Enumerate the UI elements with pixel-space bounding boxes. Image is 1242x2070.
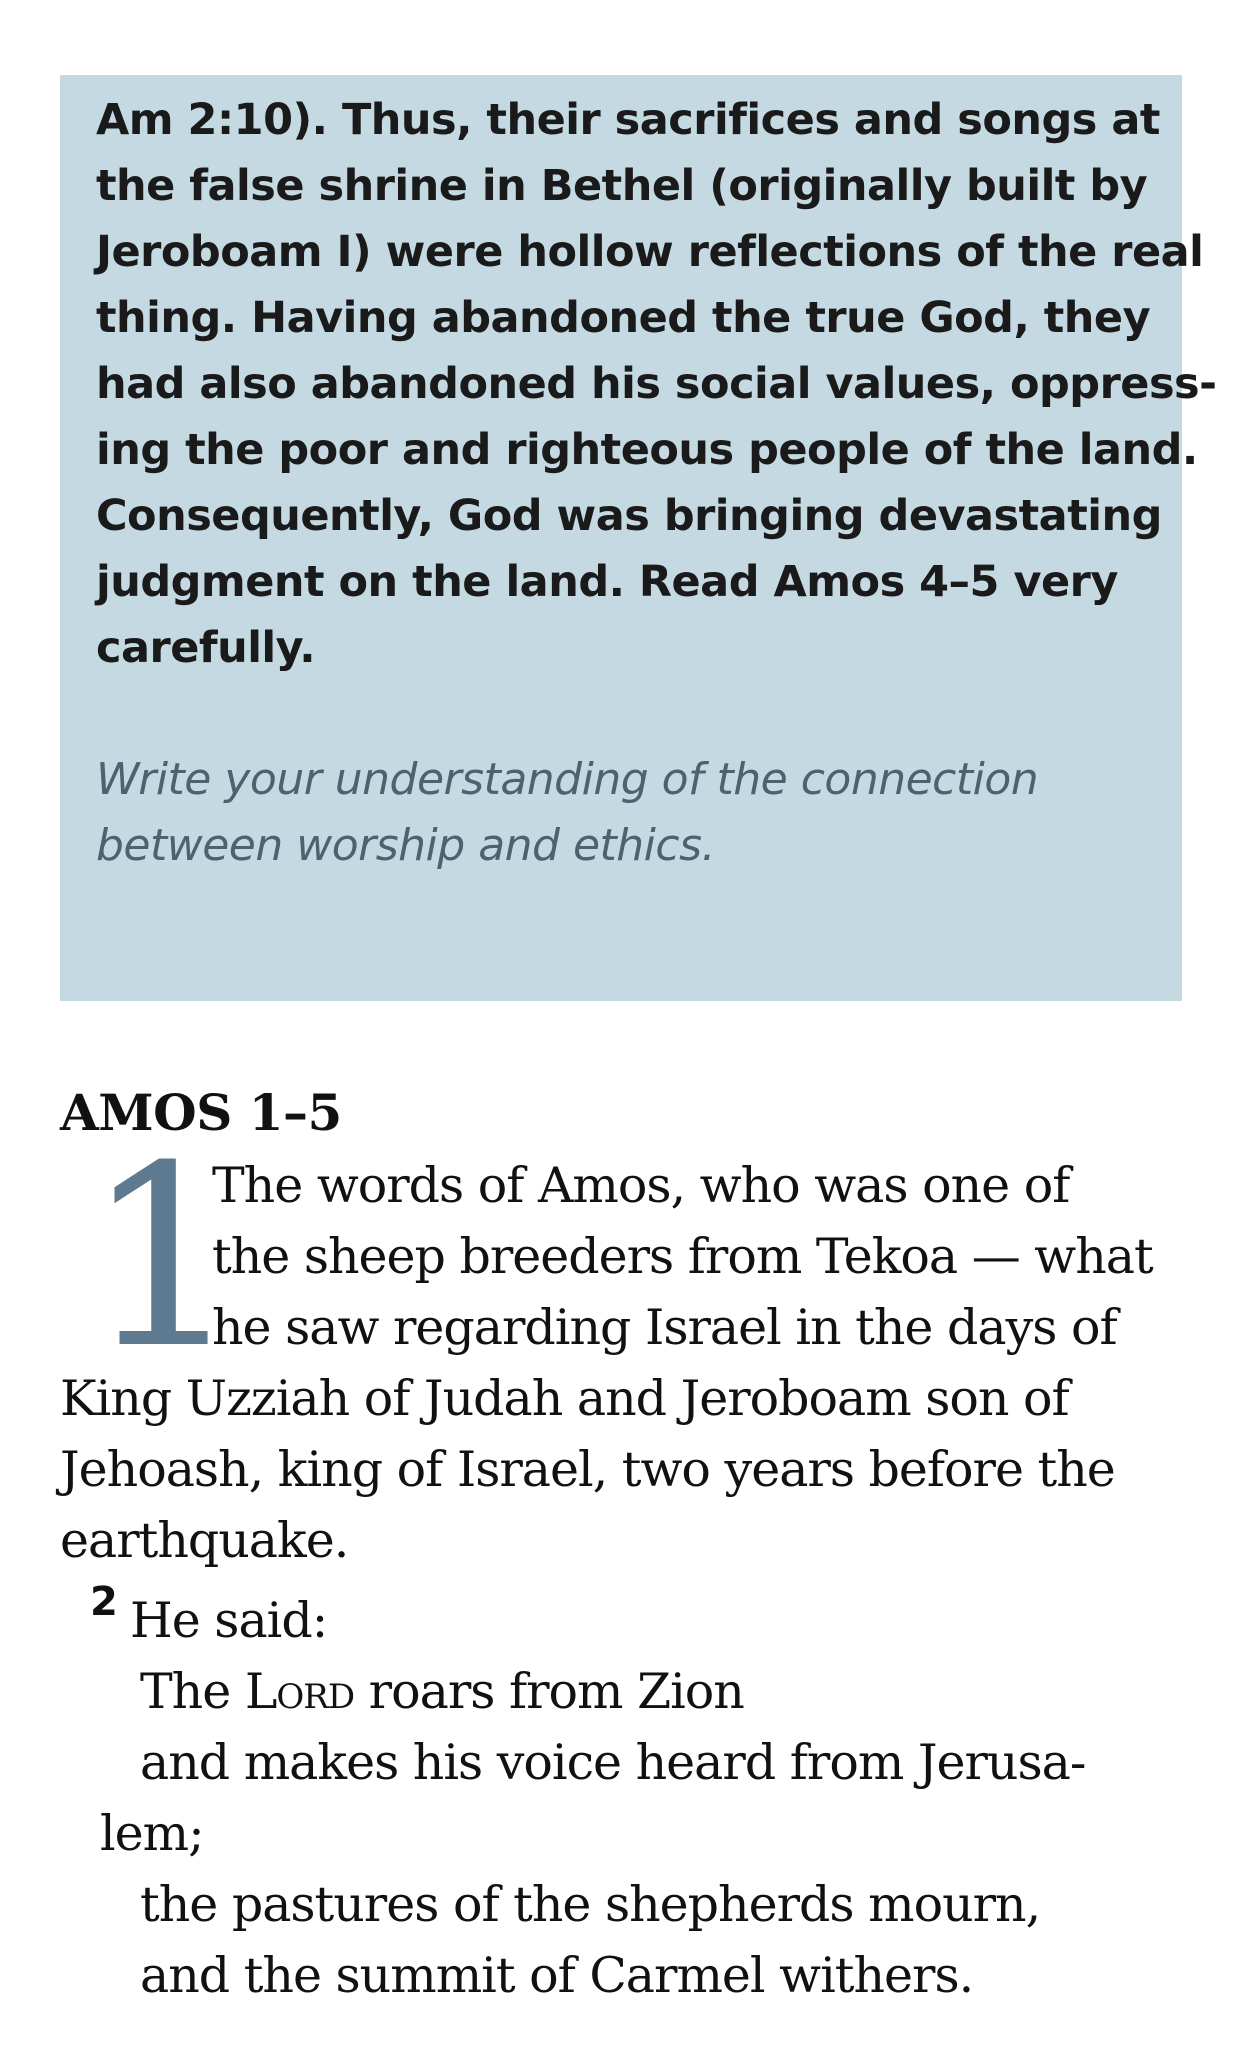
poem-line: and the summit of Carmel withers.: [140, 1947, 974, 2004]
callout-line: Am 2:10). Thus, their sacrifices and songs at: [96, 95, 1160, 145]
verse-2: [60, 1579, 1190, 2011]
verse-line: earthquake.: [60, 1512, 349, 1569]
callout-prompt: [96, 747, 1142, 879]
verse-intro: He said:: [130, 1592, 328, 1649]
callout-line: thing. Having abandoned the true God, they: [96, 293, 1151, 343]
callout-line: the false shrine in Bethel (originally built by: [96, 161, 1148, 211]
verse-line: the sheep breeders from Tekoa — what: [212, 1228, 1153, 1285]
poem-line: [60, 1656, 1190, 1727]
verse-line: he saw regarding Israel in the days of: [212, 1299, 1117, 1356]
callout-line: carefully.: [96, 623, 316, 673]
study-callout-box: [60, 75, 1217, 1001]
divine-name: Lord: [244, 1663, 355, 1720]
callout-line: judgment on the land. Read Amos 4–5 very: [96, 557, 1118, 607]
verse-line: Jehoash, king of Israel, two years before the: [60, 1441, 1115, 1498]
verse-number: 2: [90, 1579, 117, 1625]
callout-line: Consequently, God was bringing devastating: [96, 491, 1162, 541]
chapter-drop-cap: 1: [84, 1112, 243, 1403]
section-heading: AMOS 1–5: [60, 1083, 342, 1142]
verse-line: The words of Amos, who was one of: [212, 1157, 1070, 1214]
poem-line-continuation: lem;: [100, 1805, 204, 1862]
poem-text: roars from Zion: [354, 1663, 744, 1720]
verse-line: King Uzziah of Judah and Jeroboam son of: [60, 1370, 1069, 1427]
prompt-line: Write your understanding of the connection: [96, 754, 1039, 805]
callout-line: ing the poor and righteous people of the land.: [96, 425, 1198, 475]
callout-line: had also abandoned his social values, oppress-: [96, 359, 1217, 409]
poem-text: The: [140, 1663, 245, 1720]
prompt-line: between worship and ethics.: [96, 820, 715, 871]
callout-line: Jeroboam I) were hollow reflections of the real: [96, 227, 1204, 277]
poem-line: and makes his voice heard from Jerusa-: [140, 1734, 1086, 1791]
poem-line: the pastures of the shepherds mourn,: [140, 1876, 1041, 1933]
callout-body-text: [96, 87, 1217, 681]
